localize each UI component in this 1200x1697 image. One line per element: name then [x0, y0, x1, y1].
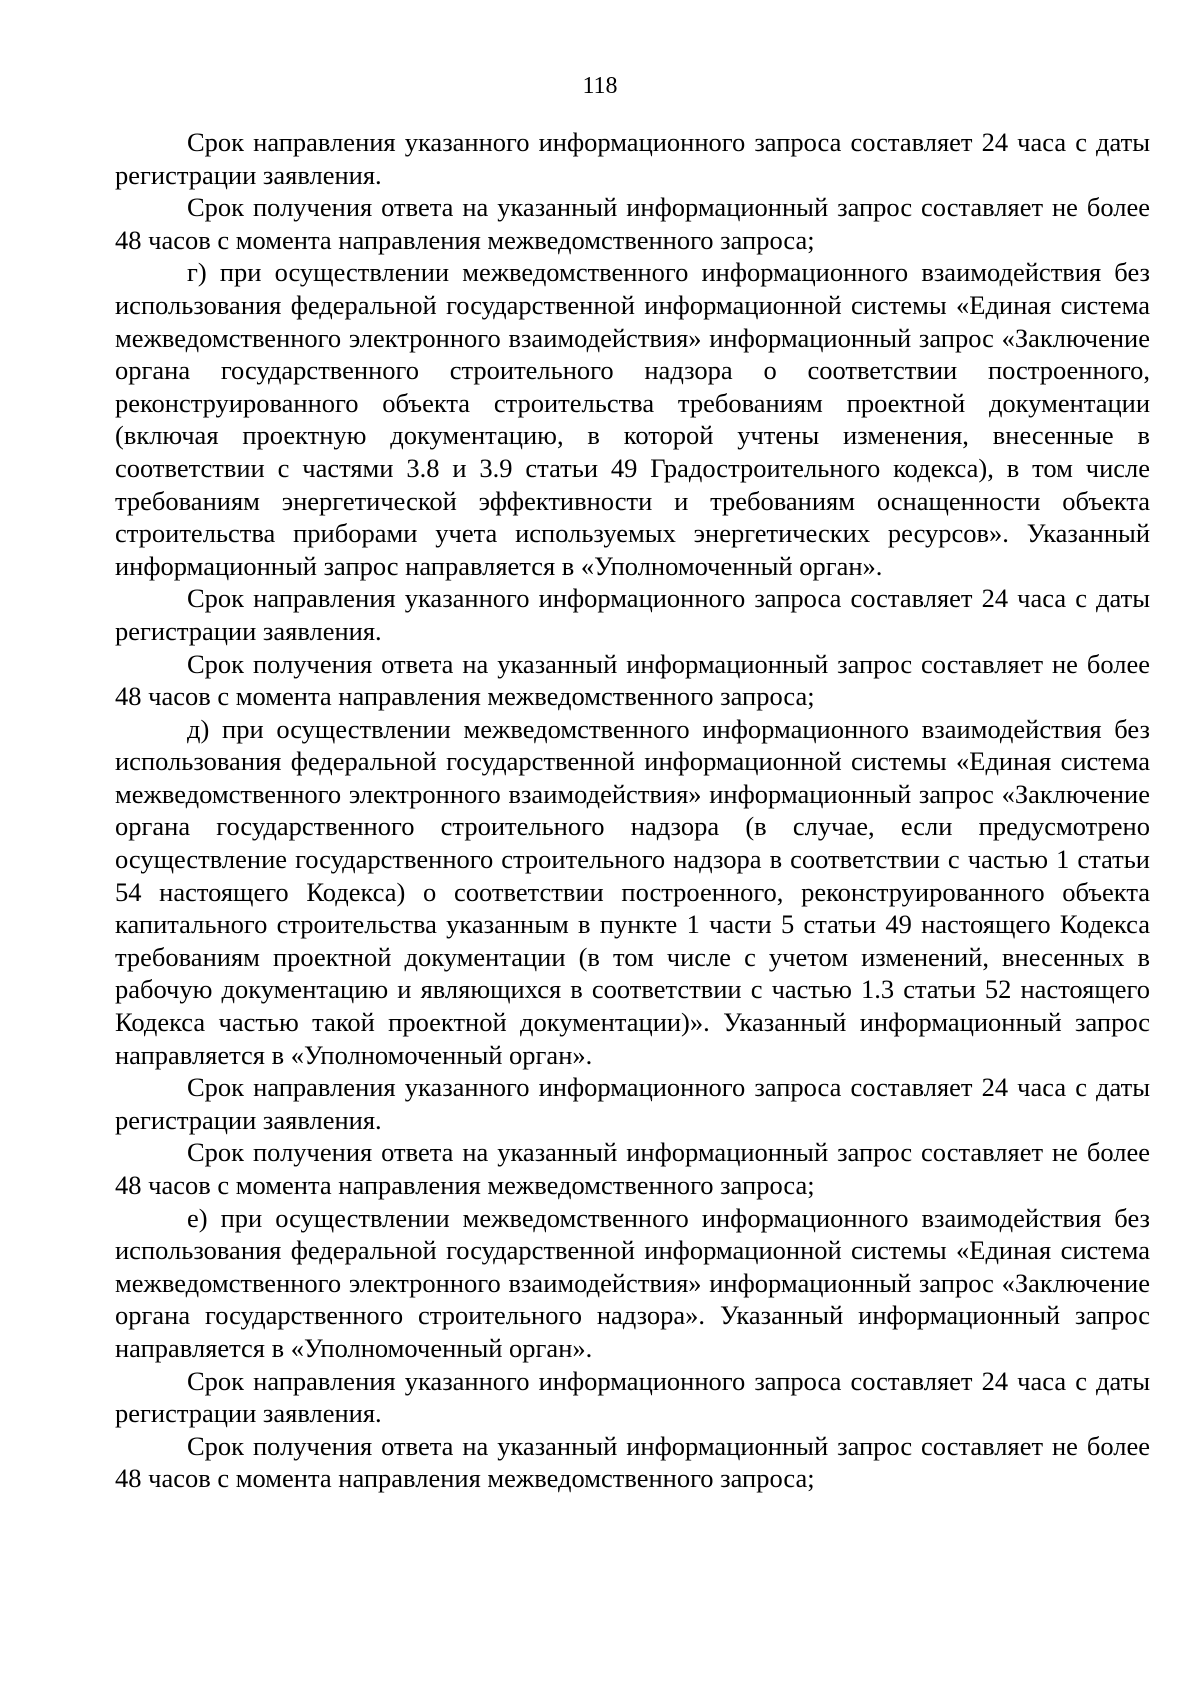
- paragraph: Срок направления указанного информационного запроса составляет 24 часа с даты регистрации заявления.: [115, 1072, 1150, 1135]
- document-body: [115, 126, 1150, 1495]
- paragraph: е) при осуществлении межведомственного информационного взаимодействия без использования федеральной государственной информационной системы «Единая система межведомственного электронного взаимодействия» информационный запрос «Заключение органа государственного строительного надзора». Указанный информационный запрос направляется в «Уполномоченный орган».: [115, 1202, 1150, 1363]
- paragraph: Срок направления указанного информационного запроса составляет 24 часа с даты регистрации заявления.: [115, 127, 1150, 190]
- paragraph: г) при осуществлении межведомственного информационного взаимодействия без использования федеральной государственной информационной системы «Единая система межведомственного электронного взаимодействия» информационный запрос «Заключение органа государственного строительного надзора о соответствии построенного, реконструированного объекта строительства требованиям проектной документации (включая проектную документацию, в которой учтены изменения, внесенные в соответствии с частями 3.8 и 3.9 статьи 49 Градостроительного кодекса), в том числе требованиям энергетической эффективности и требованиям оснащенности объекта строительства приборами учета используемых энергетических ресурсов». Указанный информационный запрос направляется в «Уполномоченный орган».: [115, 257, 1150, 581]
- paragraph: Срок направления указанного информационного запроса составляет 24 часа с даты регистрации заявления.: [115, 1365, 1150, 1429]
- paragraph: Срок получения ответа на указанный информационный запрос составляет не более 48 часов с момента направления межведомственного запроса;: [115, 648, 1150, 712]
- paragraph: Срок направления указанного информационного запроса составляет 24 часа с даты регистрации заявления.: [115, 583, 1150, 646]
- paragraph: д) при осуществлении межведомственного информационного взаимодействия без использования федеральной государственной информационной системы «Единая система межведомственного электронного взаимодействия» информационный запрос «Заключение органа государственного строительного надзора (в случае, если предусмотрено осуществление государственного строительного надзора в соответствии с частью 1 статьи 54 настоящего Кодекса) о соответствии построенного, реконструированного объекта капитального строительства указанным в пункте 1 части 5 статьи 49 настоящего Кодекса требованиям проектной документации (в том числе с учетом изменений, внесенных в рабочую документацию и являющихся в соответствии с частью 1.3 статьи 52 настоящего Кодекса частью такой проектной документации)». Указанный информационный запрос направляется в «Уполномоченный орган».: [115, 713, 1150, 1070]
- paragraph: Срок получения ответа на указанный информационный запрос составляет не более 48 часов с момента направления межведомственного запроса;: [115, 1137, 1150, 1200]
- paragraph: Срок получения ответа на указанный информационный запрос составляет не более 48 часов с момента направления межведомственного запроса;: [115, 1430, 1150, 1494]
- page-number: 118: [582, 73, 618, 99]
- paragraph: Срок получения ответа на указанный информационный запрос составляет не более 48 часов с момента направления межведомственного запроса;: [115, 192, 1150, 255]
